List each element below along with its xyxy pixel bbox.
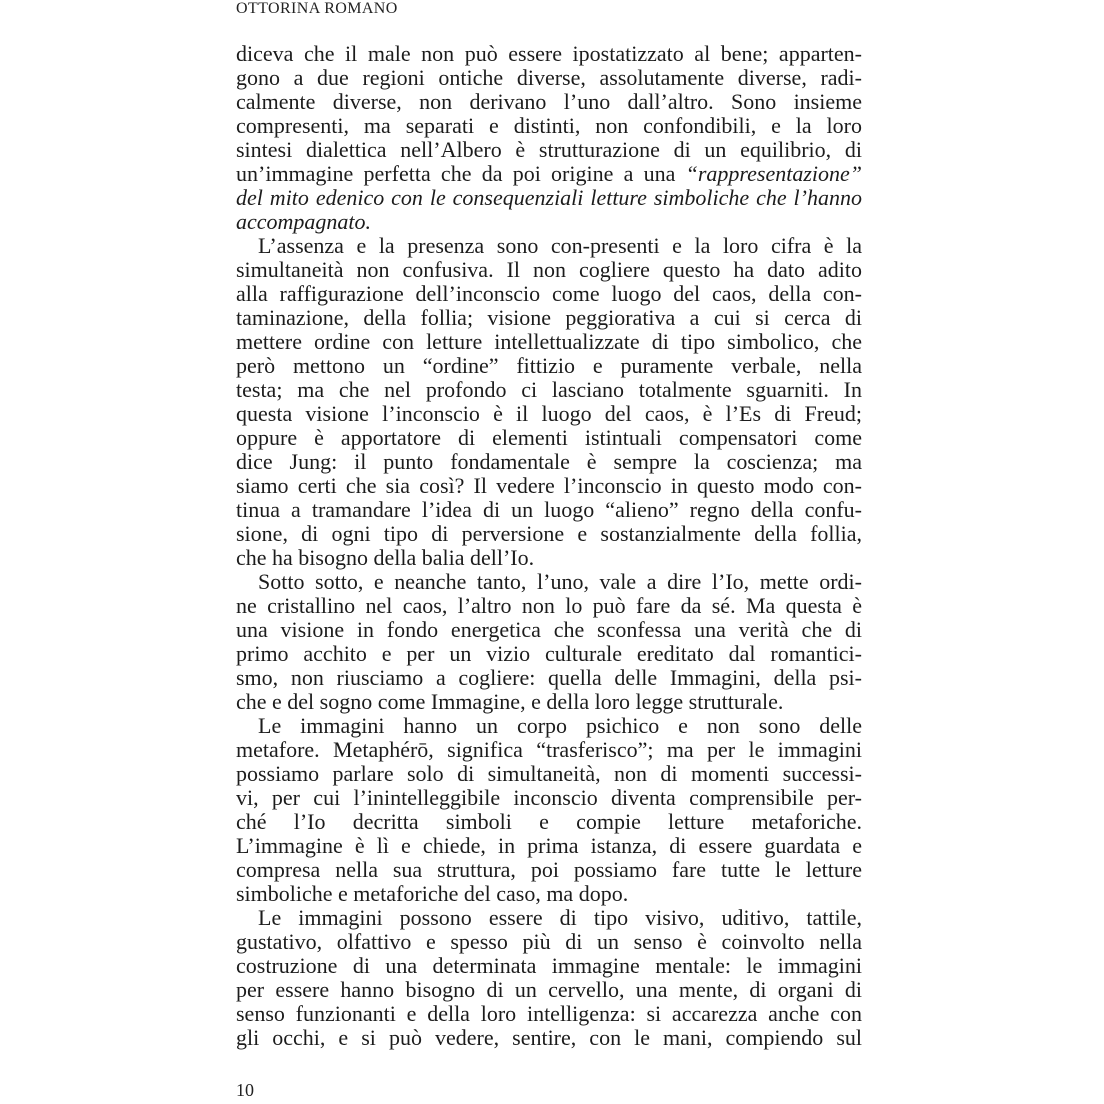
text-line: però mettono un “ordine” fittizio e puramente verbale, nella	[236, 353, 862, 378]
text-fragment: un’immagine perfetta che da poi origine a una	[236, 161, 686, 186]
text-line: per essere hanno bisogno di un cervello, una mente, di organi di	[236, 977, 862, 1002]
text-line: ne cristallino nel caos, l’altro non lo può fare da sé. Ma questa è	[236, 593, 862, 618]
text-line: sintesi dialettica nell’Albero è strutturazione di un equilibrio, di	[236, 137, 862, 162]
text-line: smo, non riusciamo a cogliere: quella delle Immagini, della psi-	[236, 665, 862, 690]
text-line: senso funzionanti e della loro intelligenza: si accarezza anche con	[236, 1001, 862, 1026]
text-line: sione, di ogni tipo di perversione e sostanzialmente della follia,	[236, 521, 862, 546]
text-line: vi, per cui l’inintelleggibile inconscio diventa comprensibile per-	[236, 785, 862, 810]
text-line: possiamo parlare solo di simultaneità, non di momenti successi-	[236, 761, 862, 786]
text-line	[236, 162, 862, 186]
text-line: primo acchito e per un vizio culturale ereditato dal romantici-	[236, 641, 862, 666]
running-header: OTTORINA ROMANO	[236, 0, 398, 17]
text-line: testa; ma che nel profondo ci lasciano totalmente sguarniti. In	[236, 377, 862, 402]
text-line: oppure è apportatore di elementi istintuali compensatori come	[236, 425, 862, 450]
text-line: L’immagine è lì e chiede, in prima istanza, di essere guardata e	[236, 833, 862, 858]
text-line: questa visione l’inconscio è il luogo del caos, è l’Es di Freud;	[236, 401, 862, 426]
italic-text-line: del mito edenico con le consequenziali letture simboliche che l’hanno	[236, 185, 862, 210]
text-line: che ha bisogno della balia dell’Io.	[236, 545, 535, 570]
text-line: diceva che il male non può essere ipostatizzato al bene; apparten-	[236, 41, 862, 66]
paragraph-start-line: L’assenza e la presenza sono con-presenti e la loro cifra è la	[258, 233, 862, 258]
page-number: 10	[236, 1080, 254, 1100]
paragraph-start-line: Le immagini possono essere di tipo visivo, uditivo, tattile,	[258, 905, 862, 930]
paragraph-start-line: Sotto sotto, e neanche tanto, l’uno, vale a dire l’Io, mette ordi-	[258, 569, 862, 594]
text-line: calmente diverse, non derivano l’uno dall’altro. Sono insieme	[236, 89, 862, 114]
text-line: tinua a tramandare l’idea di un luogo “alieno” regno della confu-	[236, 497, 862, 522]
text-line: compresa nella sua struttura, poi possiamo fare tutte le letture	[236, 857, 862, 882]
italic-fragment: “rappresentazione”	[685, 161, 862, 186]
text-line: una visione in fondo energetica che sconfessa una verità che di	[236, 617, 862, 642]
text-line: costruzione di una determinata immagine mentale: le immagini	[236, 953, 862, 978]
text-line: gli occhi, e si può vedere, sentire, con le mani, compiendo sul	[236, 1025, 862, 1050]
text-line: simboliche e metaforiche del caso, ma dopo.	[236, 881, 629, 906]
text-line: mettere ordine con letture intellettualizzate di tipo simbolico, che	[236, 329, 862, 354]
text-line: metafore. Metaphérō, significa “trasferisco”; ma per le immagini	[236, 737, 862, 762]
text-line: alla raffigurazione dell’inconscio come luogo del caos, della con-	[236, 281, 862, 306]
paragraph-start-line: Le immagini hanno un corpo psichico e non sono delle	[258, 713, 862, 738]
text-line: compresenti, ma separati e distinti, non confondibili, e la loro	[236, 113, 862, 138]
text-line: simultaneità non confusiva. Il non cogliere questo ha dato adito	[236, 257, 862, 282]
text-line: taminazione, della follia; visione peggiorativa a cui si cerca di	[236, 305, 862, 330]
italic-text-line: accompagnato.	[236, 209, 372, 234]
text-line: siamo certi che sia così? Il vedere l’inconscio in questo modo con-	[236, 473, 862, 498]
text-line: ché l’Io decritta simboli e compie letture metaforiche.	[236, 809, 862, 834]
text-line: che e del sogno come Immagine, e della loro legge strutturale.	[236, 689, 784, 714]
text-line: dice Jung: il punto fondamentale è sempre la coscienza; ma	[236, 449, 862, 474]
text-line: gustativo, olfattivo e spesso più di un senso è coinvolto nella	[236, 929, 862, 954]
text-line: gono a due regioni ontiche diverse, assolutamente diverse, radi-	[236, 65, 862, 90]
body-text	[236, 42, 862, 1050]
